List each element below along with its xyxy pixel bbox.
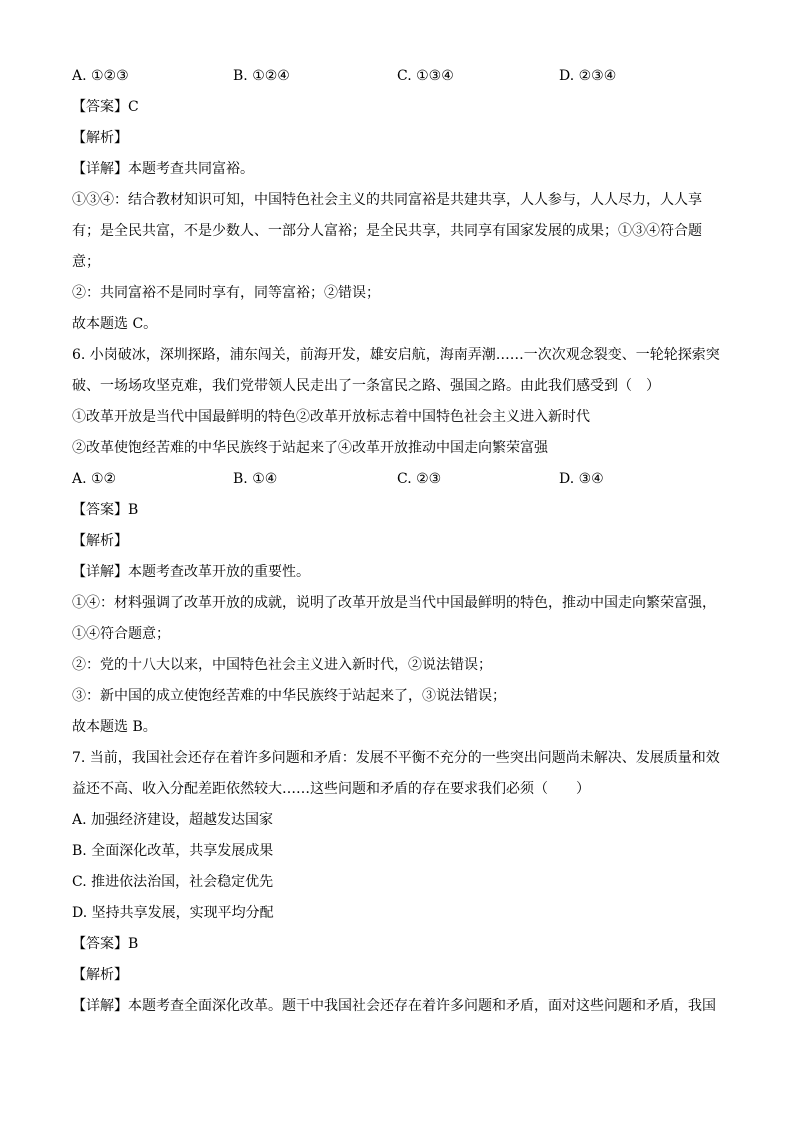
q5-options	[72, 66, 732, 86]
q6-options	[72, 469, 732, 489]
q6-option-b: B. ①④	[233, 471, 278, 487]
q5-answer: 【答案】C	[72, 99, 139, 115]
q6-stem-line: 破、一场场攻坚克难，我们党带领人民走出了一条富民之路、强国之路。由此我们感受到（ ）	[72, 378, 660, 394]
q7-option-a: A. 加强经济建设，超越发达国家	[72, 812, 274, 828]
q7-option-d: D. 坚持共享发展，实现平均分配	[72, 905, 274, 921]
q6-option-d: D. ③④	[559, 471, 604, 487]
q6-option-a: A. ①②	[72, 471, 117, 487]
q7-option-b: B. 全面深化改革，共享发展成果	[72, 843, 274, 859]
q5-explanation-line: ②：共同富裕不是同时享有，同等富裕；②错误；	[72, 285, 380, 301]
q6-explanation-line: ①④：材料强调了改革开放的成就，说明了改革开放是当代中国最鲜明的特色，推动中国走向繁荣富强，	[72, 595, 716, 611]
q7-analysis-heading: 【解析】	[72, 967, 128, 983]
q6-statement-line: ②改革使饱经苦难的中华民族终于站起来了④改革开放推动中国走向繁荣富强	[72, 440, 548, 456]
q5-conclusion: 故本题选 C。	[72, 316, 158, 332]
q5-option-d: D. ②③④	[559, 68, 617, 84]
q6-analysis-heading: 【解析】	[72, 533, 128, 549]
q5-explanation-line: 意；	[72, 254, 100, 270]
q6-explanation-line: ②：党的十八大以来，中国特色社会主义进入新时代，②说法错误；	[72, 657, 492, 673]
q6-conclusion: 故本题选 B。	[72, 719, 157, 735]
q5-analysis-heading: 【解析】	[72, 130, 128, 146]
q6-explanation-line: ①④符合题意；	[72, 626, 170, 642]
q7-answer: 【答案】B	[72, 936, 139, 952]
q6-stem-line: 6. 小岗破冰，深圳探路，浦东闯关，前海开发，雄安启航，海南弄潮……一次次观念裂变、一轮轮探索突	[72, 347, 720, 363]
q5-explanation-line: 有；是全民共富，不是少数人、一部分人富裕；是全民共享，共同享有国家发展的成果；①③④符合题	[72, 223, 702, 239]
q7-stem-line: 益还不高、收入分配差距依然较大……这些问题和矛盾的存在要求我们必须（ ）	[72, 781, 590, 797]
q6-answer: 【答案】B	[72, 502, 139, 518]
q7-detail: 【详解】本题考查全面深化改革。题干中我国社会还存在着许多问题和矛盾，面对这些问题和矛盾，我国	[72, 998, 716, 1014]
q6-explanation-line: ③：新中国的成立使饱经苦难的中华民族终于站起来了，③说法错误；	[72, 688, 506, 704]
q6-option-c: C. ②③	[397, 471, 442, 487]
q6-detail: 【详解】本题考查改革开放的重要性。	[72, 564, 310, 580]
q5-option-c: C. ①③④	[397, 68, 454, 84]
q5-explanation-line: ①③④：结合教材知识可知，中国特色社会主义的共同富裕是共建共享，人人参与，人人尽力，人人享	[72, 192, 702, 208]
q5-option-b: B. ①②④	[233, 68, 290, 84]
q5-detail: 【详解】本题考查共同富裕。	[72, 161, 254, 177]
q7-stem-line: 7. 当前，我国社会还存在着许多问题和矛盾：发展不平衡不充分的一些突出问题尚未解决、发展质量和效	[72, 750, 720, 766]
q7-option-c: C. 推进依法治国，社会稳定优先	[72, 874, 274, 890]
q5-option-a: A. ①②③	[72, 68, 129, 84]
q6-statement-line: ①改革开放是当代中国最鲜明的特色②改革开放标志着中国特色社会主义进入新时代	[72, 409, 590, 425]
